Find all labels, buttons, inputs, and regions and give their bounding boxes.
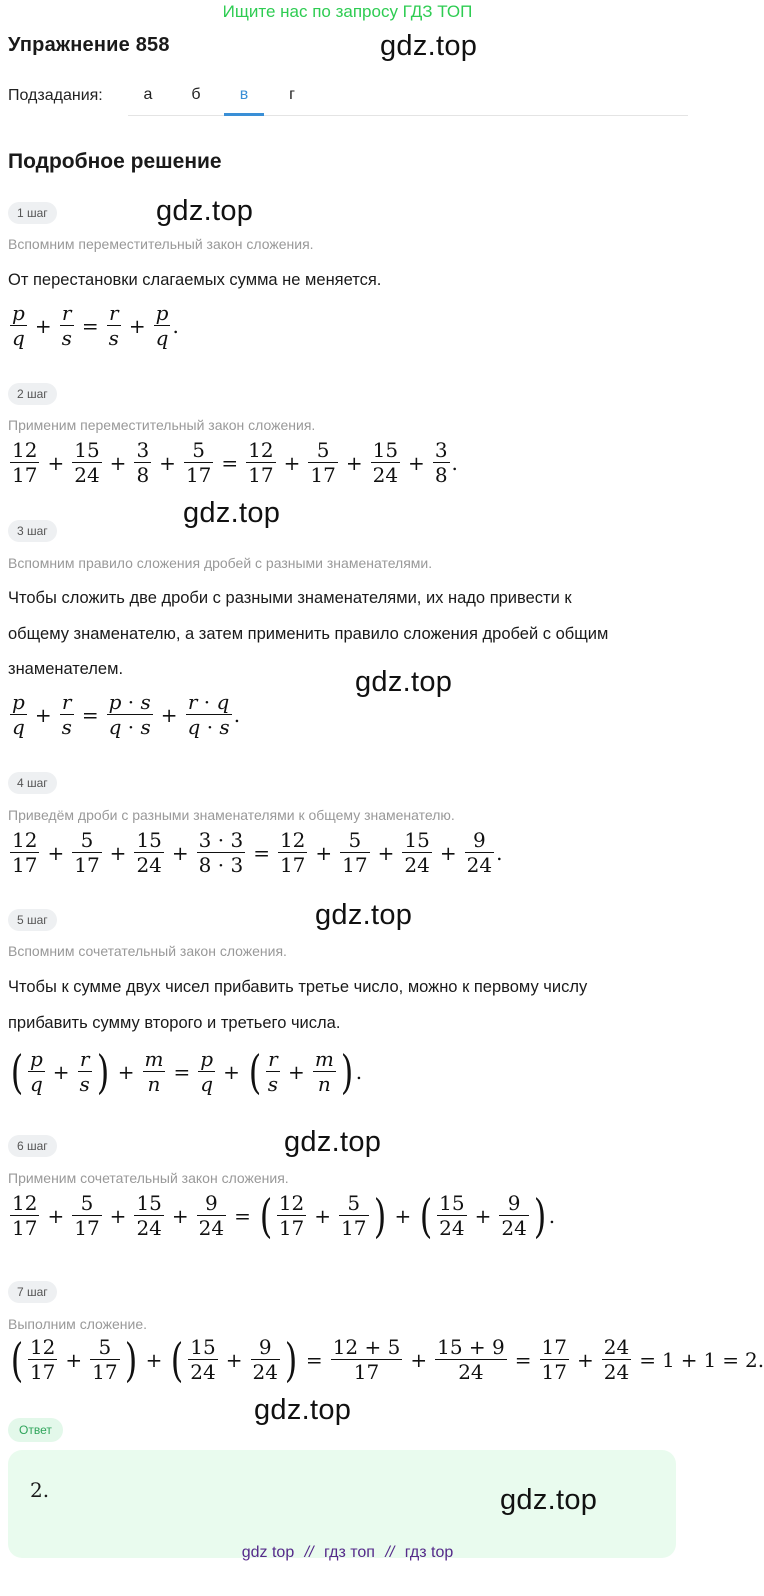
step-badge: 1 шаг (8, 202, 57, 224)
footer-link[interactable]: гдз топ (324, 1544, 375, 1561)
step-hint: Приведём дроби с разными знаменателями к общему знаменателю. (8, 807, 455, 823)
search-banner: Ищите нас по запросу ГДЗ ТОП (222, 2, 473, 21)
footer-links (0, 1544, 695, 1562)
answer-badge: Ответ (8, 1418, 63, 1442)
step-hint: Вспомним правило сложения дробей с разными знаменателями. (8, 555, 433, 571)
step-badge: 4 шаг (8, 772, 57, 794)
step-badge: 2 шаг (8, 383, 57, 405)
step-badge: 6 шаг (8, 1135, 57, 1157)
step-hint: Вспомним переместительный закон сложения. (8, 236, 314, 252)
page-title: Упражнение 858 (8, 34, 170, 56)
tab-g[interactable]: г (289, 86, 295, 103)
subtasks-label: Подзадания: (8, 87, 103, 104)
formula-associative: ( $\frac{p}{q}$ + $\frac{r}{s}$ ) + $\frac{m}{n}$ = $\frac{p}{q}$ + ( $\frac{r}{s}$ + $\frac{m}{n}$ ) . (10, 1044, 363, 1099)
formula-common-denominator: $\frac{p}{q}$ + $\frac{r}{s}$ = $\frac{p \cdot s}{q \cdot s}$ + $\frac{r \cdot q}{q \cdot s}$ . (12, 690, 241, 739)
step-text: знаменателем. (8, 660, 124, 678)
watermark: gdz.top (500, 1484, 598, 1516)
formula-step4: $\frac{12}{17}$ + $\frac{5}{17}$ + $\frac{15}{24}$ + $\frac{3 \cdot 3}{8 \cdot 3}$ = $\frac{12}{17}$ + $\frac{5}{17}$ + $\frac{15}{24}$ + $\frac{9}{24}$ . (12, 828, 503, 877)
footer-separator: // (304, 1544, 314, 1561)
tab-a[interactable]: а (143, 86, 153, 103)
watermark: gdz.top (254, 1394, 352, 1426)
watermark: gdz.top (284, 1126, 382, 1158)
step-hint: Применим сочетательный закон сложения. (8, 1170, 289, 1186)
footer-link[interactable]: гдз top (404, 1544, 454, 1561)
formula-step6: $\frac{12}{17}$ + $\frac{5}{17}$ + $\frac{15}{24}$ + $\frac{9}{24}$ = ( $\frac{12}{17}$ + $\frac{5}{17}$ ) + ( $\frac{15}{24}$ + $\frac{9}{24}$ ) . (12, 1188, 556, 1243)
step-text: прибавить сумму второго и третьего числа. (8, 1014, 341, 1032)
subtasks-tabs (128, 78, 688, 116)
step-hint: Вспомним сочетательный закон сложения. (8, 943, 287, 959)
footer-link[interactable]: gdz top (241, 1544, 295, 1561)
watermark: gdz.top (315, 899, 413, 931)
answer-value: 2. (30, 1478, 50, 1502)
tab-b[interactable]: б (191, 86, 201, 103)
watermark: gdz.top (183, 497, 281, 529)
step-badge: 7 шаг (8, 1281, 57, 1303)
step-hint: Применим переместительный закон сложения. (8, 417, 316, 433)
step-text: общему знаменателю, а затем применить правило сложения дробей с общим (8, 625, 609, 643)
step-text: Чтобы сложить две дроби с разными знаменателями, их надо привести к (8, 589, 572, 607)
step-badge: 5 шаг (8, 909, 57, 931)
formula-commutative: $\frac{p}{q}$ + $\frac{r}{s}$ = $\frac{r}{s}$ + $\frac{p}{q}$ . (12, 301, 179, 350)
watermark: gdz.top (355, 666, 453, 698)
formula-step2: $\frac{12}{17}$ + $\frac{15}{24}$ + $\frac{3}{8}$ + $\frac{5}{17}$ = $\frac{12}{17}$ + $\frac{5}{17}$ + $\frac{15}{24}$ + $\frac{3}{8}$ . (12, 438, 458, 487)
step-badge: 3 шаг (8, 520, 57, 542)
watermark: gdz.top (380, 30, 478, 62)
footer-separator: // (385, 1544, 395, 1561)
step-text: Чтобы к сумме двух чисел прибавить третье число, можно к первому числу (8, 978, 588, 996)
tab-v[interactable]: в (224, 86, 264, 116)
step-hint: Выполним сложение. (8, 1316, 148, 1332)
formula-step7: ( $\frac{12}{17}$ + $\frac{5}{17}$ ) + ( $\frac{15}{24}$ + $\frac{9}{24}$ ) = $\frac{12 + 5}{17}$ + $\frac{15 + 9}{24}$ = $\frac{17}{17}$ + $\frac{24}{24}$ = 1 + 1 = 2. (10, 1332, 764, 1387)
step-text: От перестановки слагаемых сумма не меняется. (8, 271, 382, 289)
section-title: Подробное решение (8, 150, 222, 173)
watermark: gdz.top (156, 195, 254, 227)
